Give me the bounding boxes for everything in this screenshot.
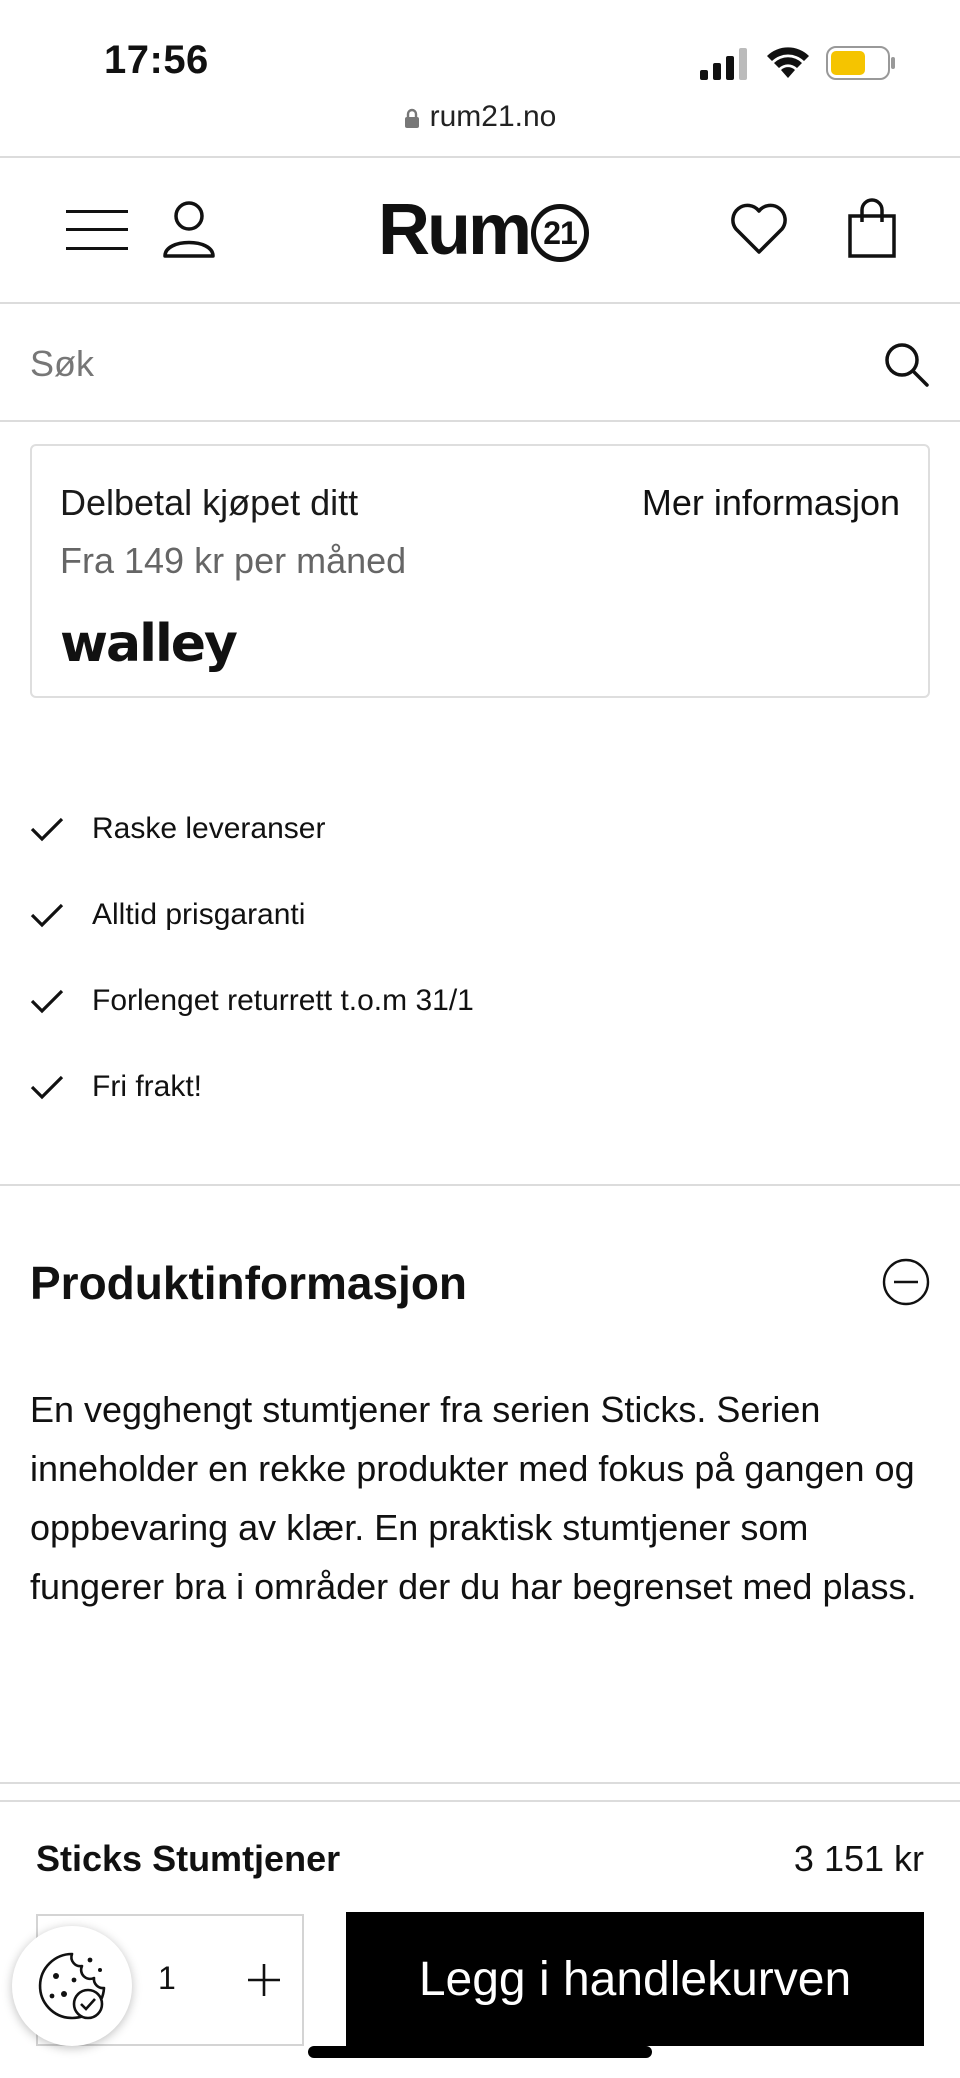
- search-bar: [0, 306, 960, 422]
- logo-text: Rum: [378, 190, 529, 270]
- address-bar[interactable]: [0, 100, 960, 134]
- check-icon: [30, 902, 64, 928]
- usp-item: [30, 958, 930, 1044]
- product-name: Sticks Stumtjener: [36, 1838, 341, 1879]
- site-header: [0, 160, 960, 304]
- product-info-heading[interactable]: Produktinformasjon: [30, 1257, 468, 1309]
- check-icon: [30, 1074, 64, 1100]
- cookie-settings-button[interactable]: [12, 1926, 132, 2046]
- plus-icon[interactable]: [244, 1960, 284, 2000]
- walley-more-info-link[interactable]: Mer informasjon: [641, 482, 900, 523]
- usp-text: Raske leveranser: [92, 812, 326, 845]
- usp-text: Alltid prisgaranti: [92, 898, 306, 931]
- home-indicator: [308, 2046, 652, 2058]
- usp-text: Forlenget returrett t.o.m 31/1: [92, 984, 474, 1017]
- logo-badge: 21: [531, 204, 589, 262]
- walley-subtitle: Fra 149 kr per måned: [60, 540, 407, 581]
- menu-icon[interactable]: [66, 208, 128, 252]
- quantity-value[interactable]: 1: [158, 1960, 176, 1996]
- walley-title: Delbetal kjøpet ditt: [60, 482, 359, 523]
- cellular-signal-icon: [700, 48, 750, 80]
- account-icon[interactable]: [162, 200, 216, 258]
- usp-item: [30, 786, 930, 872]
- status-time: 17:56: [104, 38, 209, 82]
- lock-icon: [404, 108, 420, 128]
- add-to-cart-button[interactable]: Legg i handlekurven: [346, 1912, 924, 2046]
- cookie-icon: [34, 1948, 110, 2024]
- walley-payment-box: [30, 444, 930, 698]
- check-icon: [30, 816, 64, 842]
- sticky-cart-bar: [0, 1800, 960, 2078]
- usp-item: [30, 1044, 930, 1130]
- walley-logo: walley: [60, 614, 236, 674]
- divider: [0, 1184, 960, 1186]
- search-input[interactable]: [30, 336, 830, 392]
- wishlist-heart-icon[interactable]: [730, 202, 788, 256]
- product-description: En vegghengt stumtjener fra serien Sticks. Serien inneholder en rekke produkter med fokus på gangen og oppbevaring av klær. En praktisk stumtjener som fungerer bra i områder der du har begrenset med plass.: [30, 1389, 917, 1607]
- usp-item: [30, 872, 930, 958]
- search-icon[interactable]: [882, 340, 930, 388]
- usp-list: [30, 786, 930, 1130]
- status-bar: [0, 0, 960, 158]
- battery-icon: [826, 46, 896, 80]
- url-text: rum21.no: [429, 100, 557, 133]
- divider: [0, 1782, 960, 1784]
- check-icon: [30, 988, 64, 1014]
- shopping-bag-icon[interactable]: [848, 198, 896, 258]
- rum21-logo[interactable]: [378, 190, 589, 270]
- usp-text: Fri frakt!: [92, 1070, 202, 1103]
- wifi-icon: [766, 44, 810, 80]
- product-price: 3 151 kr: [793, 1838, 924, 1879]
- collapse-minus-icon[interactable]: [882, 1258, 930, 1306]
